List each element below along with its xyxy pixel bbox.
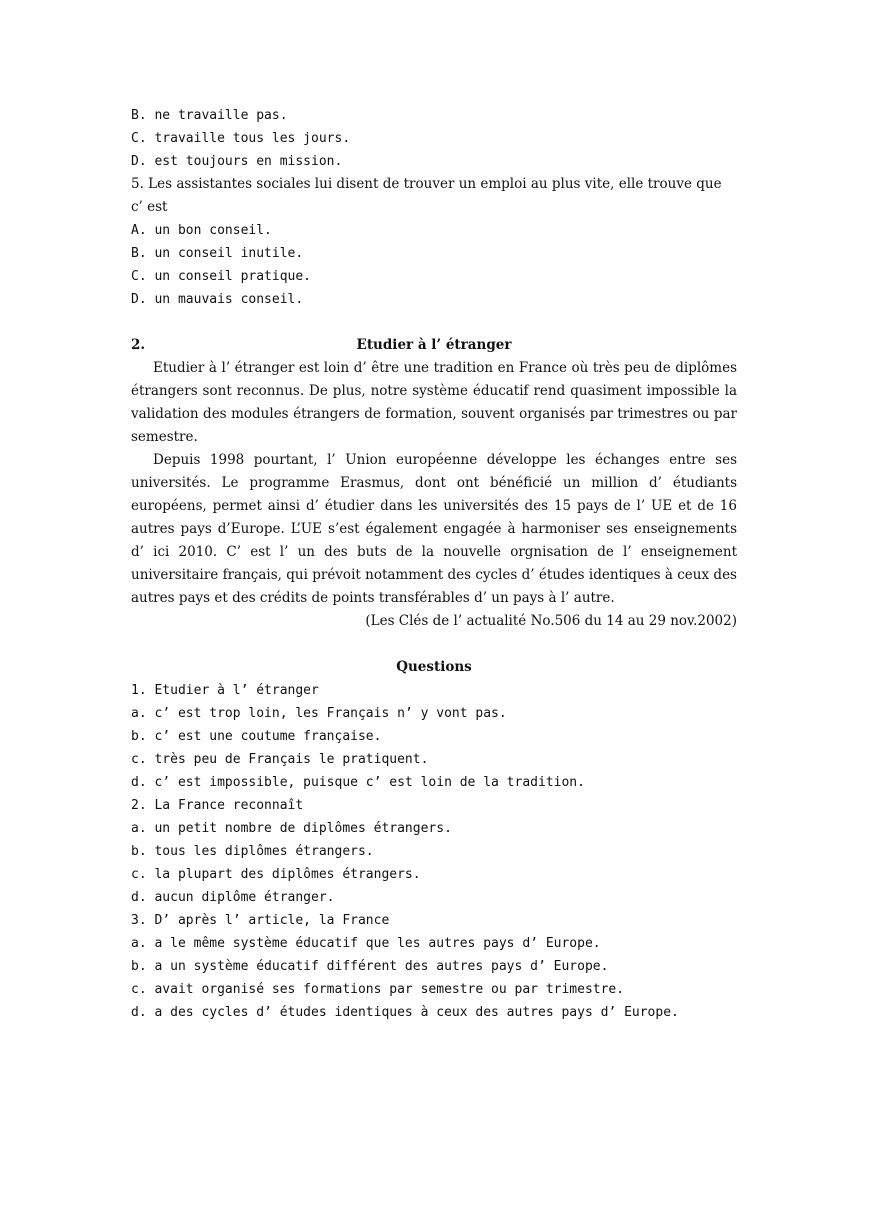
question-5-option-b: B. un conseil inutile. [131, 246, 304, 261]
question-1-option-b: b. c’ est une coutume française. [131, 729, 382, 744]
section-heading [131, 334, 737, 357]
document-content [131, 104, 737, 1024]
question-2-option-d: d. aucun diplôme étranger. [131, 890, 335, 905]
question-5-option-d: D. un mauvais conseil. [131, 292, 304, 307]
spacer [131, 311, 737, 334]
question-2-option-a: a. un petit nombre de diplômes étrangers. [131, 821, 452, 836]
question-1-option-c: c. très peu de Français le pratiquent. [131, 752, 429, 767]
option-d: D. est toujours en mission. [131, 154, 343, 169]
question-3-option-d: d. a des cycles d’ études identiques à ceux des autres pays d’ Europe. [131, 1005, 679, 1020]
article-source: (Les Clés de l’ actualité No.506 du 14 au 29 nov.2002) [365, 613, 737, 629]
question-5-option-a: A. un bon conseil. [131, 223, 272, 238]
question-3 [131, 909, 737, 1024]
question-3-stem: 3. D’ après l’ article, la France [131, 913, 390, 928]
article-paragraph-2: Depuis 1998 pourtant, l’ Union européenne développe les échanges entre ses universités. Le programme Erasmus, dont ont bénéficié un million d’ étudiants européens, permet ainsi d’ étudier dans les universités des 15 pays de l’ UE et de 16 autres pays d’Europe. L’UE s’est également engagée à harmoniser ses enseignements d’ ici 2010. C’ est l’ un des buts de la nouvelle orgnisation de l’ enseignement universitaire français, qui prévoit notamment des cycles d’ études identiques à ceux des autres pays et des crédits de points transférables d’ un pays à l’ autre. [131, 452, 737, 606]
question-5 [131, 173, 737, 311]
questions-heading: Questions [396, 659, 472, 675]
question-5-stem: 5. Les assistantes sociales lui disent de trouver un emploi au plus vite, elle trouve que c’ est [131, 176, 722, 215]
question-1-option-d: d. c’ est impossible, puisque c’ est loin de la tradition. [131, 775, 585, 790]
option-c: C. travaille tous les jours. [131, 131, 351, 146]
question-3-option-c: c. avait organisé ses formations par semestre ou par trimestre. [131, 982, 625, 997]
spacer [131, 633, 737, 656]
section-title: Etudier à l’ étranger [356, 337, 512, 353]
article-paragraph-1: Etudier à l’ étranger est loin d’ être une tradition en France où très peu de diplômes étrangers sont reconnus. De plus, notre système éducatif rend quasiment impossible la validation des modules étrangers de formation, souvent organisés par trimestres ou par semestre. [131, 360, 737, 445]
question-1-stem: 1. Etudier à l’ étranger [131, 683, 319, 698]
question-2-option-b: b. tous les diplômes étrangers. [131, 844, 374, 859]
question-2-option-c: c. la plupart des diplômes étrangers. [131, 867, 421, 882]
previous-question-options [131, 104, 737, 173]
section-number: 2. [131, 337, 146, 353]
option-b: B. ne travaille pas. [131, 108, 288, 123]
question-3-option-a: a. a le même système éducatif que les autres pays d’ Europe. [131, 936, 601, 951]
question-2 [131, 794, 737, 909]
question-3-option-b: b. a un système éducatif différent des autres pays d’ Europe. [131, 959, 609, 974]
question-1-option-a: a. c’ est trop loin, les Français n’ y vont pas. [131, 706, 507, 721]
question-2-stem: 2. La France reconnaît [131, 798, 304, 813]
question-1 [131, 679, 737, 794]
question-5-option-c: C. un conseil pratique. [131, 269, 312, 284]
